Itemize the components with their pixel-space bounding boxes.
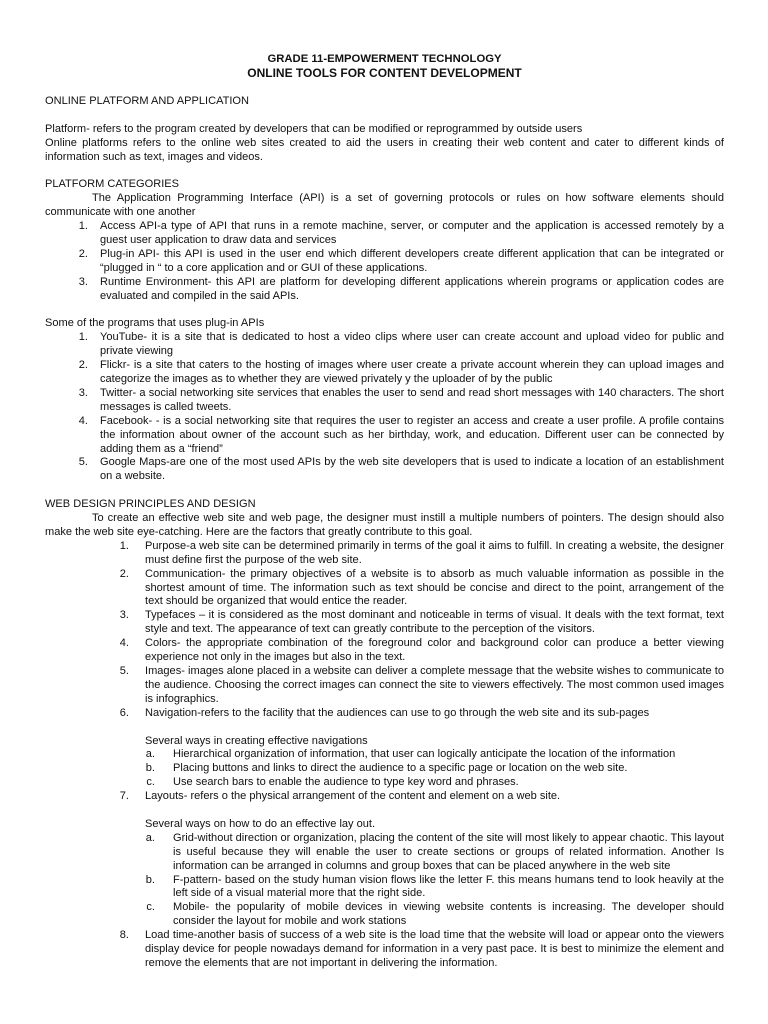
list-text: Images- images alone placed in a website can deliver a complete message that the website wishes to communicate to the audience. Choosing the correct images can connect the site to viewers effectively. The most common used images is infographics. bbox=[145, 664, 724, 705]
list-item bbox=[45, 790, 724, 804]
list-text: Communication- the primary objectives of a website is to absorb as much valuable information as possible in the shortest amount of time. The information such as text should be concise and direct to the point, arrangement of the text should be organized that would entice the reader. bbox=[145, 567, 724, 608]
list-letter: b. bbox=[145, 873, 155, 886]
list-item bbox=[45, 248, 724, 276]
list-letter: c. bbox=[146, 901, 155, 914]
spacer bbox=[45, 484, 724, 498]
list-item bbox=[45, 415, 724, 457]
subheading-navigations: Several ways in creating effective navigations bbox=[145, 734, 368, 747]
list-text: Plug-in API- this API is used in the user end which different developers create different application that can be integrated or “plugged in “ to a core application and or GUI of these applications. bbox=[100, 247, 724, 274]
list-text: Load time-another basis of success of a web site is the load time that the website will load or appear onto the viewers display device for people nowadays demand for information in a very past pace. It is best to minimize the element and remove the elements that are not important in delivering the information. bbox=[145, 929, 724, 969]
list-item bbox=[45, 776, 724, 790]
list-item bbox=[45, 220, 724, 248]
list-letter: c. bbox=[146, 776, 155, 789]
list-letter: a. bbox=[145, 748, 155, 761]
list-number: 1. bbox=[119, 539, 129, 552]
list-item bbox=[45, 901, 724, 929]
heading-plugin-programs: Some of the programs that uses plug-in APIs bbox=[45, 317, 265, 330]
list-item bbox=[45, 929, 724, 971]
list-number: 6. bbox=[119, 706, 129, 719]
list-text: Facebook- - is a social networking site that requires the user to register an access and create a user profile. A profile contains the information about owner of the account such as her birthday, work, and education. Different user can be connected by adding them as a “friend” bbox=[100, 414, 724, 455]
list-text: Typefaces – it is considered as the most dominant and noticeable in terms of visual. It deals with the text format, text style and text. The appearance of text can greatly contribute to the perception of the visitors. bbox=[145, 609, 724, 636]
list-number: 8. bbox=[119, 929, 129, 942]
list-item bbox=[45, 762, 724, 776]
list-item bbox=[45, 609, 724, 637]
list-number: 7. bbox=[119, 790, 129, 803]
list-number: 1. bbox=[78, 331, 88, 344]
paragraph-platform-definition: Platform- refers to the program created by developers that can be modified or reprogrammed by outside users bbox=[45, 122, 583, 135]
list-item bbox=[45, 331, 724, 359]
list-number: 1. bbox=[78, 220, 88, 233]
list-text: Google Maps-are one of the most used APIs by the web site developers that is used to indicate a location of an establishment on a website. bbox=[100, 456, 724, 483]
paragraph-api-intro: The Application Programming Interface (API) is a set of governing protocols or rules on how software elements should communicate with one another bbox=[45, 192, 724, 219]
heading-online-platform: ONLINE PLATFORM AND APPLICATION bbox=[45, 94, 249, 107]
list-text: Colors- the appropriate combination of the foreground color and background color can produce a better viewing experience not only in the images but also in the text. bbox=[145, 637, 724, 664]
list-item bbox=[45, 832, 724, 874]
list-number: 4. bbox=[119, 637, 129, 650]
list-text: Mobile- the popularity of mobile devices in viewing website contents is increasing. The developer should consider the layout for mobile and work stations bbox=[173, 901, 724, 928]
list-item bbox=[45, 456, 724, 484]
list-text: Grid-without direction or organization, placing the content of the site will most likely to appear chaotic. This layout is useful because they will enable the user to create sections or groups of related information. Another Is information can be arranged in columns and group boxes that can be placed anywhere in the web site bbox=[173, 831, 724, 872]
list-number: 3. bbox=[78, 386, 88, 399]
spacer bbox=[45, 303, 724, 317]
list-text: F-pattern- based on the study human vision flows like the letter F. this means humans tend to look heavily at the left side of a visual material more that the right side. bbox=[173, 873, 724, 900]
list-text: Runtime Environment- this API are platform for developing different applications wherein programs or application codes are evaluated and compiled in the said APIs. bbox=[100, 275, 724, 302]
document-title-main: ONLINE TOOLS FOR CONTENT DEVELOPMENT bbox=[247, 66, 522, 80]
list-platform-categories bbox=[45, 220, 724, 303]
list-item bbox=[45, 665, 724, 707]
list-item bbox=[45, 568, 724, 610]
list-number: 2. bbox=[119, 567, 129, 580]
list-item bbox=[45, 707, 724, 721]
paragraph-online-platforms: Online platforms refers to the online web sites created to aid the users in creating their web content and cater to different kinds of information such as text, images and videos. bbox=[45, 136, 724, 163]
document-title-grade: GRADE 11-EMPOWERMENT TECHNOLOGY bbox=[267, 53, 502, 65]
list-text: Placing buttons and links to direct the audience to a specific page or location on the web site. bbox=[173, 762, 628, 775]
list-text: Purpose-a web site can be determined primarily in terms of the goal it aims to fulfill. In creating a website, the designer must define first the purpose of the web site. bbox=[145, 539, 724, 566]
heading-web-design: WEB DESIGN PRINCIPLES AND DESIGN bbox=[45, 498, 256, 511]
list-number: 4. bbox=[78, 414, 88, 427]
list-item bbox=[45, 748, 724, 762]
subheading-layouts: Several ways on how to do an effective lay out. bbox=[145, 817, 376, 830]
spacer bbox=[45, 721, 724, 735]
list-text: Access API-a type of API that runs in a remote machine, server, or computer and the application is accessed remotely by a guest user application to draw data and services bbox=[100, 220, 724, 246]
list-item bbox=[45, 637, 724, 665]
list-number: 2. bbox=[78, 359, 88, 372]
spacer bbox=[45, 109, 724, 123]
list-text: YouTube- it is a site that is dedicated to host a video clips where user can create account and upload video for public and private viewing bbox=[100, 331, 724, 358]
list-item bbox=[45, 874, 724, 902]
list-number: 3. bbox=[78, 275, 88, 288]
list-text: Use search bars to enable the audience to type key word and phrases. bbox=[173, 776, 519, 789]
list-number: 5. bbox=[78, 456, 88, 469]
list-item bbox=[45, 540, 724, 568]
list-text: Twitter- a social networking site services that enables the user to send and read short messages with 140 characters. The short messages is called tweets. bbox=[100, 386, 724, 413]
list-text: Hierarchical organization of information, that user can logically anticipate the location of the information bbox=[173, 748, 676, 761]
list-letter: b. bbox=[145, 762, 155, 775]
list-item bbox=[45, 387, 724, 415]
list-text: Flickr- is a site that caters to the hosting of images where user create a private account wherein they can upload images and categorize the images as to whether they are viewed privately y the uploader of by the public bbox=[100, 359, 724, 385]
list-letter: a. bbox=[145, 831, 155, 844]
paragraph-web-design-intro: To create an effective web site and web page, the designer must instill a multiple numbers of pointers. The design should also make the web site eye-catching. Here are the factors that greatly contribute to this goal. bbox=[45, 512, 724, 538]
list-design-principles bbox=[45, 540, 724, 971]
list-item bbox=[45, 276, 724, 304]
heading-platform-categories: PLATFORM CATEGORIES bbox=[45, 178, 180, 191]
list-item bbox=[45, 359, 724, 387]
spacer bbox=[45, 81, 724, 95]
list-number: 5. bbox=[119, 664, 129, 677]
list-number: 2. bbox=[78, 247, 88, 260]
list-number: 3. bbox=[119, 609, 129, 622]
spacer bbox=[45, 164, 724, 178]
spacer bbox=[45, 804, 724, 818]
list-text: Navigation-refers to the facility that the audiences can use to go through the web site and its sub-pages bbox=[145, 706, 650, 719]
list-text: Layouts- refers o the physical arrangement of the content and element on a web site. bbox=[145, 790, 561, 803]
list-plugin-programs bbox=[45, 331, 724, 484]
